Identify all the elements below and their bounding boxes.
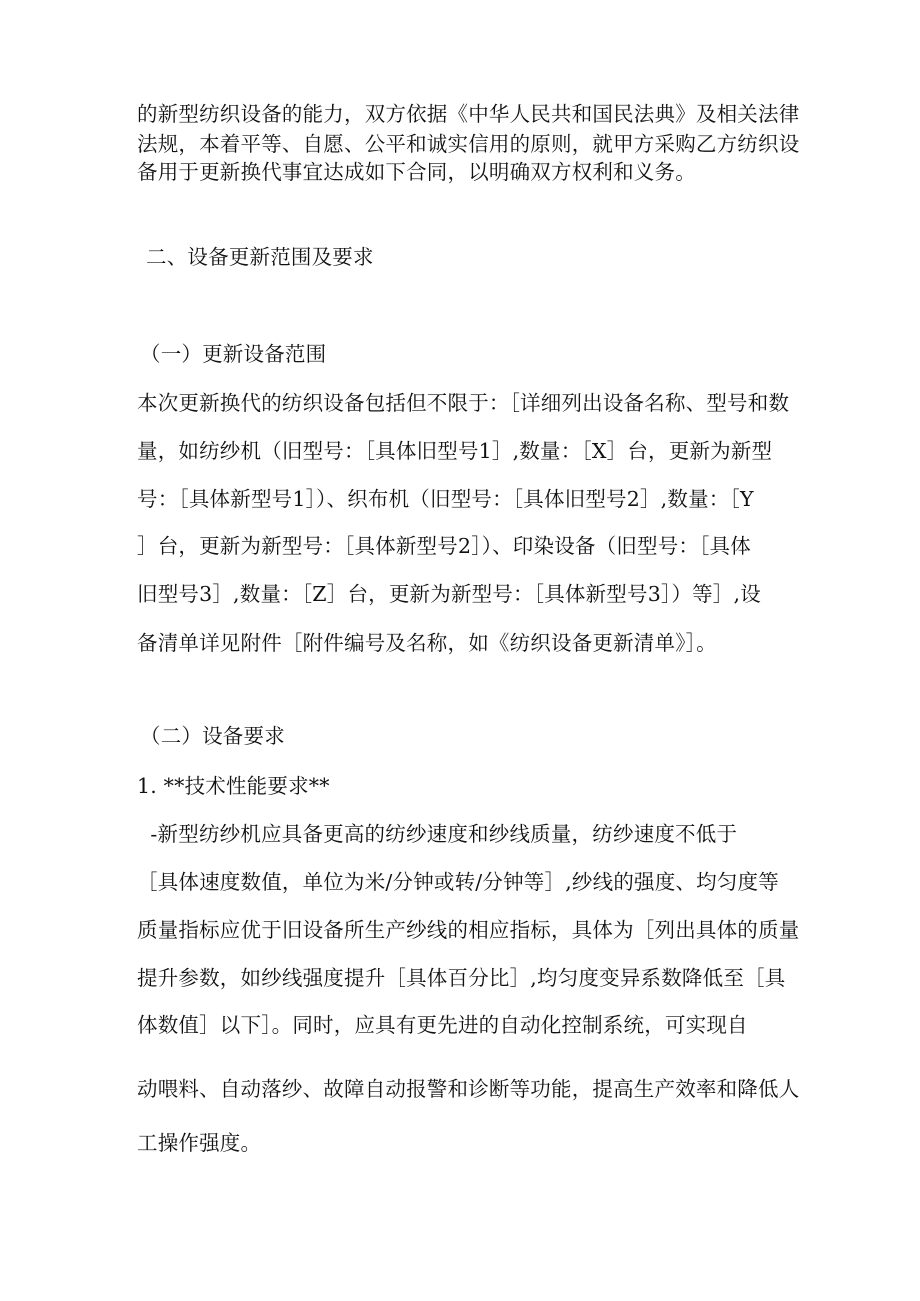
item1-line-1: -新型纺纱机应具备更高的纺纱速度和纱线质量，纺纱速度不低于 xyxy=(137,822,738,846)
subsection-heading-1: （一）更新设备范围 xyxy=(140,342,327,366)
item-1-title: 1. **技术性能要求** xyxy=(137,774,330,798)
section-heading-2: 二、设备更新范围及要求 xyxy=(146,245,374,269)
item1-line-5: 体数值］以下］。同时，应具有更先进的自动化控制系统，可实现自 xyxy=(137,1013,748,1037)
item1-line-6: 动喂料、自动落纱、故障自动报警和诊断等功能，提高生产效率和降低人 xyxy=(137,1077,800,1101)
item1-line-2: ［具体速度数值，单位为米/分钟或转/分钟等］,纱线的强度、均匀度等 xyxy=(137,870,779,894)
sub1-line-5: 旧型号3］,数量：［Z］台，更新为新型号：［具体新型号3］）等］,设 xyxy=(137,582,761,606)
intro-line-2: 法规，本着平等、自愿、公平和诚实信用的原则，就甲方采购乙方纺织设 xyxy=(137,132,800,156)
sub1-line-1: 本次更新换代的纺织设备包括但不限于：［详细列出设备名称、型号和数 xyxy=(137,391,790,415)
intro-line-1: 的新型纺织设备的能力，双方依据《中华人民共和国民法典》及相关法律 xyxy=(137,102,800,126)
item1-line-7: 工操作强度。 xyxy=(137,1131,262,1155)
sub1-line-2: 量，如纺纱机（旧型号：［具体旧型号1］,数量：［X］台，更新为新型 xyxy=(137,439,773,463)
sub1-line-4: ］台，更新为新型号：［具体新型号2］）、印染设备（旧型号：［具体 xyxy=(137,534,751,558)
intro-line-3: 备用于更新换代事宜达成如下合同，以明确双方权利和义务。 xyxy=(137,160,696,184)
item1-line-3: 质量指标应优于旧设备所生产纱线的相应指标，具体为［列出具体的质量 xyxy=(137,918,800,942)
sub1-line-6: 备清单详见附件［附件编号及名称，如《纺织设备更新清单》］。 xyxy=(137,631,717,655)
subsection-heading-2: （二）设备要求 xyxy=(140,724,285,748)
sub1-line-3: 号：［具体新型号1］）、织布机（旧型号：［具体旧型号2］,数量：［Y xyxy=(137,487,754,511)
item1-line-4: 提升参数，如纱线强度提升［具体百分比］,均匀度变异系数降低至［具 xyxy=(137,966,786,990)
